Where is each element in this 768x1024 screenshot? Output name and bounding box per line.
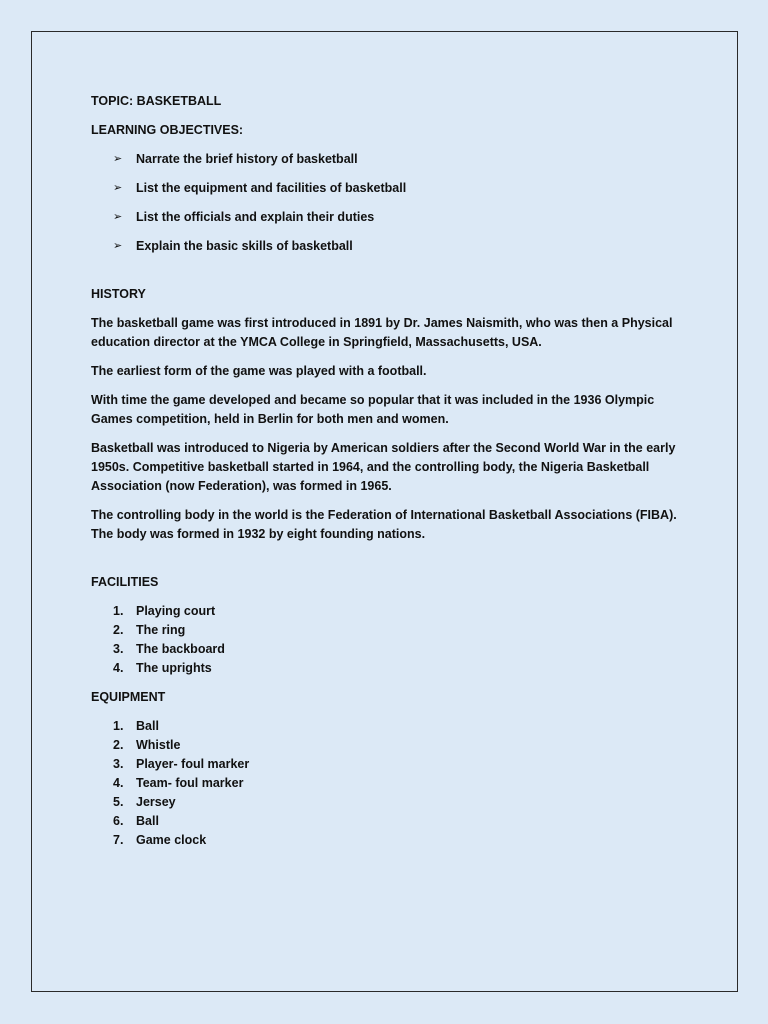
history-paragraph: Basketball was introduced to Nigeria by American soldiers after the Second World War in the early 1950s. Competitive basketball started in 1964, and the controlling body, the Nigeria Basketball Association (now Federation), was formed in 1965. (91, 441, 676, 493)
objective-text: Explain the basic skills of basketball (136, 239, 353, 253)
list-number: 5. (113, 795, 124, 809)
objective-text: List the officials and explain their duties (136, 210, 375, 224)
list-item-text: The backboard (136, 642, 225, 656)
list-number: 3. (113, 757, 124, 771)
list-number: 1. (113, 604, 124, 618)
equipment-heading: EQUIPMENT (91, 690, 166, 704)
list-number: 6. (113, 814, 124, 828)
objectives-list (91, 150, 681, 256)
list-item-text: Ball (136, 719, 159, 733)
facilities-heading: FACILITIES (91, 575, 159, 589)
objective-item (91, 237, 681, 256)
list-item (91, 640, 681, 659)
list-number: 4. (113, 661, 124, 675)
list-number: 4. (113, 776, 124, 790)
objective-text: Narrate the brief history of basketball (136, 152, 358, 166)
arrowhead-bullet-icon: ➢ (113, 182, 123, 194)
equipment-list (91, 717, 681, 850)
list-item-text: Player- foul marker (136, 757, 250, 771)
list-item-text: The uprights (136, 661, 212, 675)
document-content (91, 92, 681, 860)
history-paragraph: The earliest form of the game was played with a football. (91, 364, 427, 378)
document-page (31, 31, 738, 992)
list-item (91, 602, 681, 621)
objective-text: List the equipment and facilities of basketball (136, 181, 407, 195)
history-heading: HISTORY (91, 287, 146, 301)
list-item (91, 831, 681, 850)
history-paragraph: The controlling body in the world is the Federation of International Basketball Associations (FIBA). The body was formed in 1932 by eight founding nations. (91, 508, 677, 541)
objectives-heading: LEARNING OBJECTIVES: (91, 123, 244, 137)
list-item (91, 621, 681, 640)
objective-item (91, 179, 681, 198)
list-number: 7. (113, 833, 124, 847)
list-item-text: Playing court (136, 604, 216, 618)
arrowhead-bullet-icon: ➢ (113, 153, 123, 165)
list-item-text: Jersey (136, 795, 176, 809)
list-item-text: Whistle (136, 738, 181, 752)
list-number: 2. (113, 738, 124, 752)
list-number: 3. (113, 642, 124, 656)
facilities-list (91, 602, 681, 678)
list-item (91, 736, 681, 755)
history-paragraph: The basketball game was first introduced in 1891 by Dr. James Naismith, who was then a Physical education director at the YMCA College in Springfield, Massachusetts, USA. (91, 316, 673, 349)
list-item (91, 774, 681, 793)
history-paragraph: With time the game developed and became so popular that it was included in the 1936 Olympic Games competition, held in Berlin for both men and women. (91, 393, 655, 426)
list-item (91, 812, 681, 831)
objective-item (91, 150, 681, 169)
list-item (91, 659, 681, 678)
arrowhead-bullet-icon: ➢ (113, 240, 123, 252)
list-item-text: Team- foul marker (136, 776, 244, 790)
list-item-text: The ring (136, 623, 186, 637)
list-item (91, 793, 681, 812)
arrowhead-bullet-icon: ➢ (113, 211, 123, 223)
list-item-text: Game clock (136, 833, 207, 847)
list-number: 2. (113, 623, 124, 637)
topic-title: TOPIC: BASKETBALL (91, 94, 222, 108)
list-number: 1. (113, 719, 124, 733)
list-item (91, 755, 681, 774)
objective-item (91, 208, 681, 227)
list-item-text: Ball (136, 814, 159, 828)
list-item (91, 717, 681, 736)
